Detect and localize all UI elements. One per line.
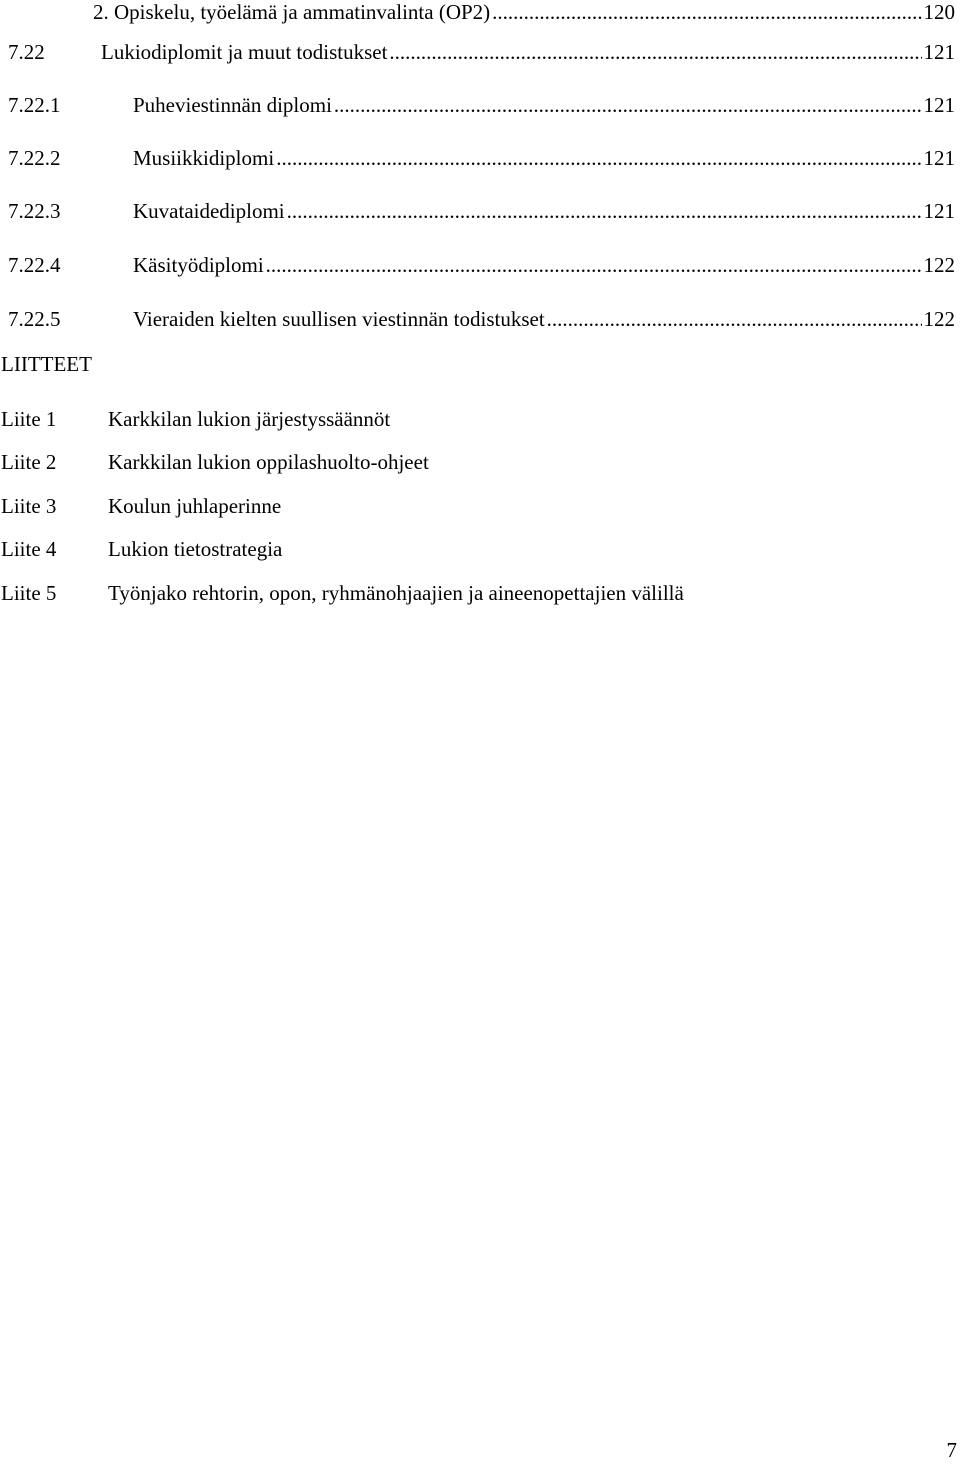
appendix-title: Lukion tietostrategia [108,537,283,561]
toc-entry-title: Lukiodiplomit ja muut todistukset [101,40,388,64]
toc-entry-page: 122 [923,253,955,277]
toc-entry-title: Musiikkidiplomi [133,146,275,170]
toc-entry-number: 7.22 [8,40,45,64]
toc-entry-number: 7.22.4 [8,253,61,277]
toc-leader-dots [276,146,921,171]
appendix-label: Liite 2 [1,450,57,474]
appendix-item[interactable] [1,494,281,522]
toc-entry-number: 7.22.1 [8,93,61,117]
appendix-label: Liite 1 [1,407,57,431]
toc-entry-number: 7.22.2 [8,146,61,170]
appendix-title: Karkkilan lukion järjestyssäännöt [108,407,391,431]
toc-entry[interactable] [0,199,955,227]
appendix-label: Liite 5 [1,581,57,605]
toc-entry[interactable] [0,93,955,121]
appendix-title: Karkkilan lukion oppilashuolto-ohjeet [108,450,429,474]
appendix-title: Työnjako rehtorin, opon, ryhmänohjaajien ja aineenopettajien välillä [108,581,684,605]
toc-entry-page: 120 [923,0,955,24]
page-number: 7 [946,1438,957,1462]
toc-entry[interactable] [0,253,955,281]
appendix-item[interactable] [1,537,282,565]
appendix-title: Koulun juhlaperinne [108,494,282,518]
toc-entry-page: 121 [923,93,955,117]
toc-leader-dots [334,93,922,118]
toc-entry-title: Puheviestinnän diplomi [133,93,332,117]
toc-entry-page: 121 [923,40,955,64]
toc-entry[interactable] [0,146,955,174]
appendices-heading: LIITTEET [1,352,92,376]
toc-entry-title: Kuvataidediplomi [133,199,285,223]
toc-entry[interactable] [0,40,955,68]
appendix-label: Liite 4 [1,537,57,561]
toc-entry-page: 121 [923,146,955,170]
toc-entry-number: 7.22.3 [8,199,61,223]
toc-leader-dots [547,307,922,332]
toc-leader-dots [266,253,922,278]
appendix-label: Liite 3 [1,494,57,518]
toc-entry[interactable] [0,307,955,335]
toc-entry-page: 121 [923,199,955,223]
toc-entry[interactable] [0,0,955,28]
toc-entry-title: 2. Opiskelu, työelämä ja ammatinvalinta (OP2) [93,0,491,24]
toc-leader-dots [389,40,921,65]
toc-entry-number: 7.22.5 [8,307,61,331]
appendix-item[interactable] [1,450,429,478]
appendix-item[interactable] [1,407,390,435]
toc-entry-title: Vieraiden kielten suullisen viestinnän todistukset [133,307,545,331]
toc-entry-title: Käsityödiplomi [133,253,264,277]
toc-leader-dots [492,0,921,25]
toc-leader-dots [287,199,922,224]
toc-entry-page: 122 [923,307,955,331]
appendix-item[interactable] [1,581,684,609]
